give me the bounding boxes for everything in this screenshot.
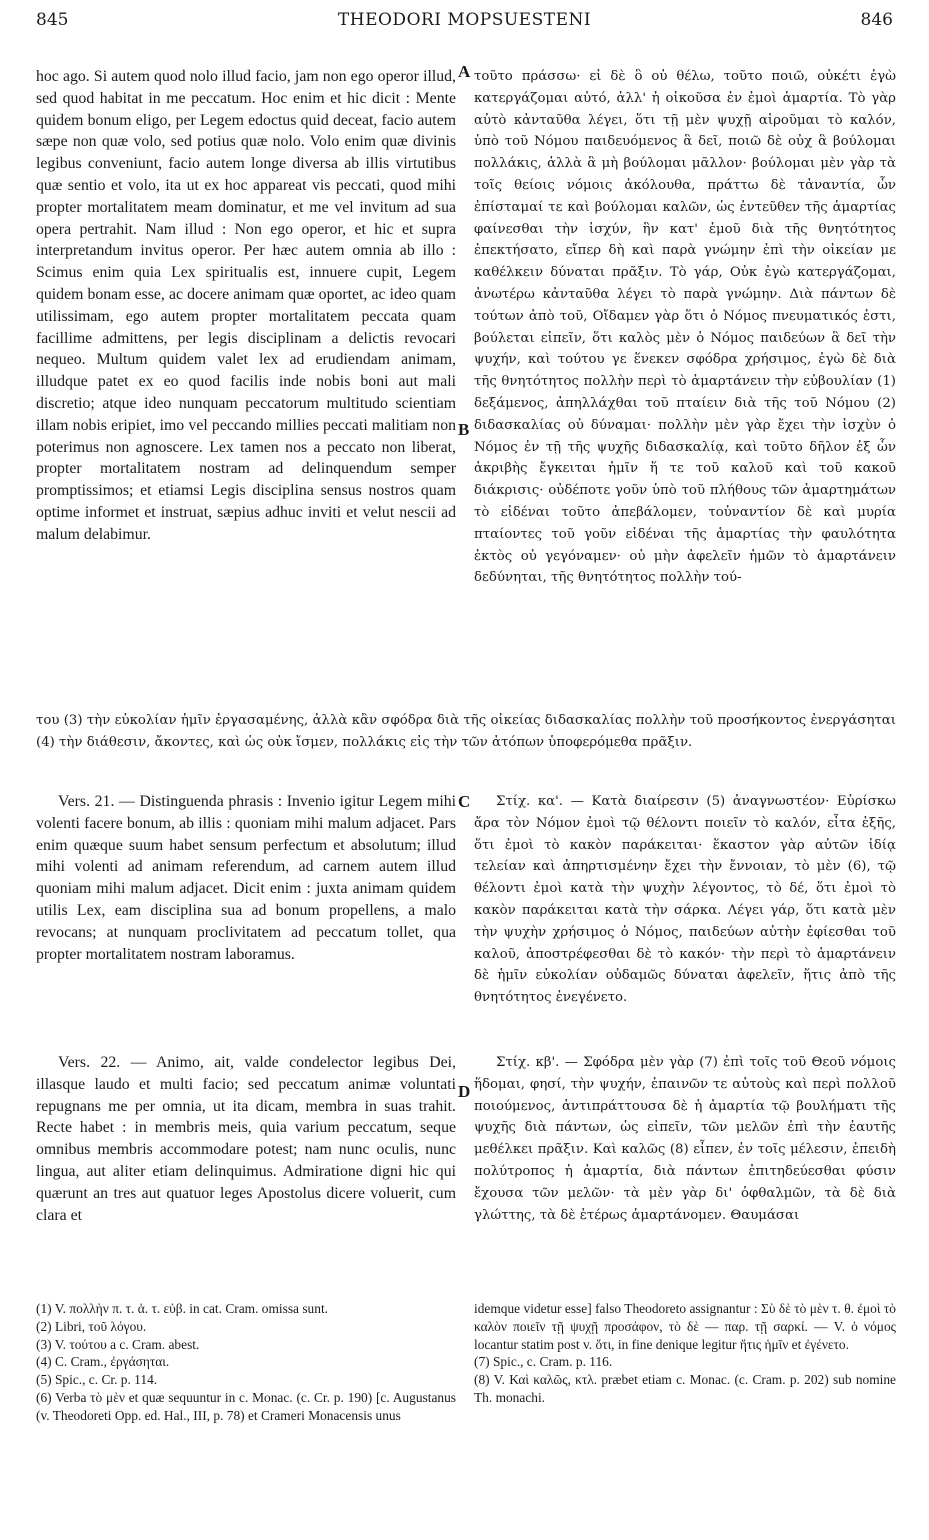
greek-column-stich-21 <box>474 791 896 1031</box>
latin-column-vers-21 <box>36 791 456 1031</box>
footnotes-left <box>36 1300 456 1525</box>
footnote: (4) C. Cram., ἐργάσηται. <box>36 1354 170 1370</box>
greek-paragraph: τοῦτο πράσσω· εἰ δὲ ὃ οὐ θέλω, τοῦτο ποιῶ, οὐκέτι ἐγὼ κατεργάζομαι αὐτό, ἀλλ' ἡ οἰκοῦσα ἐν ἐμοὶ ἁμαρτία. Τὸ γὰρ αὐτὸ κἀνταῦθα λέγει, ὅτι τῇ μὲν ψυχῇ αἱροῦμαι τὸ καλόν, ὑπὸ τοῦ Νόμου παιδευόμενος ἃ δεῖ, ποιῶ δὲ οὐχ ἃ βούλομαι πολλάκις, ἀλλὰ ἃ μὴ βούλομαι μᾶλλον· βούλομαι μὲν γὰρ τὰ τοῖς θείοις νόμοις ἀκόλουθα, πράττω δὲ τἀναντία, ὧν ἐπίσταμαί τε καὶ βούλομαι καλῶν, ὡς ἐντεῦθεν τῆς ἁμαρτίας φαίνεσθαι τὴν ἰσχύν, ἣν κατ' ἐμοῦ διὰ τῆς θνητότητος ἐπεκτήσατο, εἴπερ δὴ καὶ παρὰ γνώμην ἐπὶ τὴν οἰκείαν με καθέλκειν δύναται πρᾶξιν. Τὸ γάρ, Οὐκ ἐγὼ κατεργάζομαι, ἀνωτέρω κἀνταῦθα λέγει τὸ παρὰ γνώμην. Διὰ πάντων δὲ τούτων ἀπὸ τοῦ, Οἴδαμεν γὰρ ὅτι ὁ Νόμος πνευματικός ἐστι, βούλεται εἰπεῖν, ὅτι καλὸς μὲν ὁ Νόμος παιδεύων ἃ δεῖ τὴν ψυχήν, καὶ τούτου γε ἕνεκεν σφόδρα χρήσιμος, ἐγὼ δὲ διὰ τῆς θνητότητος πολλὴν περὶ τὸ ἁμαρτάνειν τὴν εὐβουλίαν (1) δεξάμενος, ἀπηλλάχθαι τοῦ πταίειν διὰ τῆς τοῦ Νόμου (2) διδασκαλίας οὐ δύναμαι· πολλὴν μὲν γὰρ ἔχει τὴν ἰσχὺν ὁ Νόμος ἐν τῇ τῆς ψυχῆς διδασκαλίᾳ, καὶ τοῦτο δῆλον ἐξ ὧν ἀκριβὴς ἔγκειται ἡμῖν ἥ τε τοῦ καλοῦ καὶ τοῦ κακοῦ διάκρισις· οὐδέποτε γοῦν ὑπὸ τοῦ πλήθους τῶν ἁμαρτημάτων τὸ εἰδέναι τοῦτο ἀπεβάλομεν, τοὐναντίον δὲ καὶ μυρία πταίοντες τοῦ γοῦν εἰδέναι τῆς ἁμαρτίας τὴν φαυλότητα ἐκτὸς οὐ γεγόναμεν· οὐ μὴν ἀφελεῖν ἡμῶν τὸ ἁμαρτάνειν δεδύνηται, τῆς θνητότητος πολλὴν τού- <box>474 69 896 586</box>
greek-paragraph: Στίχ. κβ'. — Σφόδρα μὲν γὰρ (7) ἐπὶ τοῖς τοῦ Θεοῦ νόμοις ἥδομαι, φησί, τὴν ψυχήν, ἐπαινῶν τε αὐτοὺς καὶ περὶ πολλοῦ ποιούμενος, ἀντιπράττουσα δὲ ἡ ἁμαρτία τῷ βουλήματι τῆς ψυχῆς διὰ πάντων, ὡς εἰπεῖν, τῶν μελῶν ἐπὶ τὴν ἑαυτῆς μεθέλκει πρᾶξιν. Καὶ καλῶς (8) εἶπεν, ἐν τοῖς μέλεσιν, ἐπειδὴ πολύτροπος ἡ ἁμαρτία, διὰ πάντων ἐπιτηδεύεσθαι φύσιν ἔχουσα τῶν μελῶν· τὰ μὲν γὰρ δι' ὀφθαλμῶν, τὰ δὲ διὰ γλώττης, τὰ δὲ ἑτέρως ἁμαρτάνομεν. Θαυμάσαι <box>474 1055 896 1223</box>
footnote: (6) Verba τὸ μὲν et quæ sequuntur in c. Monac. (c. Cr. p. 190) [c. Augustanus (v. Theodoreti Opp. ed. Hal., III, p. 78) et Crameri Monacensis unus <box>36 1389 456 1423</box>
latin-column-vers-22 <box>36 1052 456 1290</box>
greek-column-stich-22 <box>474 1052 896 1290</box>
page-number-right: 846 <box>860 10 893 30</box>
running-title: THEODORI MOPSUESTENI <box>337 10 592 30</box>
greek-full-width-continuation <box>36 710 896 780</box>
footnote: (7) Spic., c. Cram. p. 116. <box>474 1354 613 1370</box>
margin-letter-d: D <box>458 1082 471 1101</box>
latin-column-section-1 <box>36 66 456 702</box>
margin-letter-a: A <box>458 62 471 81</box>
footnote: (2) Libri, τοῦ λόγου. <box>36 1318 147 1334</box>
margin-letter-c: C <box>458 792 471 811</box>
footnote: idemque videtur esse] falso Theodoreto assignantur : Σὺ δὲ τὸ μὲν τ. θ. ἐμοὶ τὸ καλὸν ποιεῖν τῇ ψυχῇ προσάφον, τὸ δὲ — παρ. τῇ σαρκί. — V. ὁ νόμος locantur statim post v. ὅτι, in fine denique legitur ἥτις ἡμῖν et ἐγένετο. <box>474 1301 896 1352</box>
latin-paragraph: Vers. 22. — Animo, ait, valde condelector legibus Dei, illasque laudo et multi facio; sed peccatum animæ voluntati repugnans me per omnia, ut ita dicam, membra in suas trahit. Recte habet : in membris meis, quia varium peccatum, seque omnibus membris accommodare potest; nam nunc oculis, nunc lingua, aut aliter etiam delinquimus. Admiratione digni hic qui quærunt an tres aut quatuor leges Apostolus dicere voluerit, cum clara et <box>36 1054 456 1224</box>
footnote: (8) V. Καὶ καλῶς, κτλ. præbet etiam c. Monac. (c. Cram. p. 202) sub nomine Th. monachi. <box>474 1372 896 1405</box>
greek-column-section-1 <box>474 66 896 702</box>
footnote: (3) V. τούτου a c. Cram. abest. <box>36 1336 200 1352</box>
greek-paragraph: Στίχ. κα'. — Κατὰ διαίρεσιν (5) ἀναγνωστέον· Εὑρίσκω ἄρα τὸν Νόμον ἐμοὶ τῷ θέλοντι ποιεῖν τὸ καλόν, εἶτα ἑξῆς, ὅτι ἐμοὶ τὸ κακὸν παράκειται· ἕκαστον γὰρ αὐτῶν ἰδίᾳ τελείαν καὶ ἀπηρτισμένην ἔχει τὴν ἔννοιαν, τὸ μὲν (6), τῷ θέλοντι ἐμοὶ κατὰ τὴν ψυχὴν λέγοντος, τὸ δέ, ὅτι ἐμοὶ τὸ κακὸν παράκειται κατὰ τὴν σάρκα. Λέγει γάρ, ὅτι κατὰ μὲν τὴν ψυχὴν χρήσιμος ὁ Νόμος, παιδεύων αὐτὴν ἐφίεσθαι τοῦ καλοῦ, ἀποστρέφεσθαι δὲ τὸ κακόν· τὴν περὶ τὸ ἁμαρτάνειν δὲ ἡμῖν εὐκολίαν οὐδαμῶς δύναται ἀφελεῖν, ἥτις ἀπὸ τῆς θνητότητος ἐνεγένετο. <box>474 794 896 1006</box>
latin-paragraph: hoc ago. Si autem quod nolo illud facio, jam non ego operor illud, sed quod habitat in me peccatum. Hoc enim et hic dicit : Mente quidem bonum eligo, per Legem edoctus quid deceat, facio autem sæpe non quæ volo, sed potius quæ nolo. Volo enim quæ divinis legibus conveniunt, facio autem longe diversa ab illis virtutibus quæ sentio et volo, ita ut ex hoc appareat vis peccati, quod mihi propter mortalitatem meam dominatur, et me vel invitum ad sua opera pertrahit. Nam illud : Non ego operor, et hic et supra interpretandum invitus operor. Per hæc autem omnia ab illo : Scimus enim quia Lex spiritualis est, innuere cupit, Legem quidem bonam esse, ac docere animam quæ oportet, ac ideo quam utilissimam, ego autem propter mortalitatem peccata quam facillime admittens, per legis disciplinam a delictis revocari nequeo. Multum quidem valet lex ad erudiendam animam, illudque patet ex eo quod facilis inde nobis boni aut mali discretio; atque ideo nunquam peccatorum multitudo scientiam illam nobis eripiet, imo vel peccando millies peccati malitiam non poterimus non agnoscere. Lex tamen nos a peccato non liberat, propter mortalitatem nostram ad delinquendum semper promptissimos; et etiamsi Legis disciplina sensus nostros quam optime informet et instruat, sæpius adhuc inviti et velut nescii ad malum delabimur. <box>36 68 456 543</box>
footnote: (1) V. πολλὴν π. τ. ἁ. τ. εὐβ. in cat. Cram. omissa sunt. <box>36 1301 329 1316</box>
footnotes-right <box>474 1300 896 1525</box>
greek-paragraph: του (3) τὴν εὐκολίαν ἡμῖν ἐργασαμένης, ἀλλὰ κἂν σφόδρα διὰ τῆς οἰκείας διδασκαλίας πολλὴν τοῦ προσήκοντος ἐνεργάσηται (4) τὴν διάθεσιν, ἄκοντες, καὶ ὡς οὐκ ἴσμεν, πολλάκις εἰς τὴν τῶν ἀτόπων ὑποφερόμεθα πρᾶξιν. <box>36 713 896 750</box>
footnote: (5) Spic., c. Cr. p. 114. <box>36 1372 158 1388</box>
page-number-left: 845 <box>36 10 69 30</box>
margin-letter-b: B <box>458 420 470 439</box>
latin-paragraph: Vers. 21. — Distinguenda phrasis : Invenio igitur Legem mihi volenti facere bonum, ab illis : quoniam mihi malum adjacet. Pars enim quæque suum habet sensum perfectum et absolutum; illud mihi volenti ad animam referendum, ad carnem autem illud quoniam mihi malum adjacet. Dicit enim : juxta animam quidem utilis Lex, eam disciplina sua ad bonum propellens, a malo revocans; at nunquam proclivitatem ad peccatum tollet, qua propter mortalitatem nostram laboramus. <box>36 793 456 963</box>
